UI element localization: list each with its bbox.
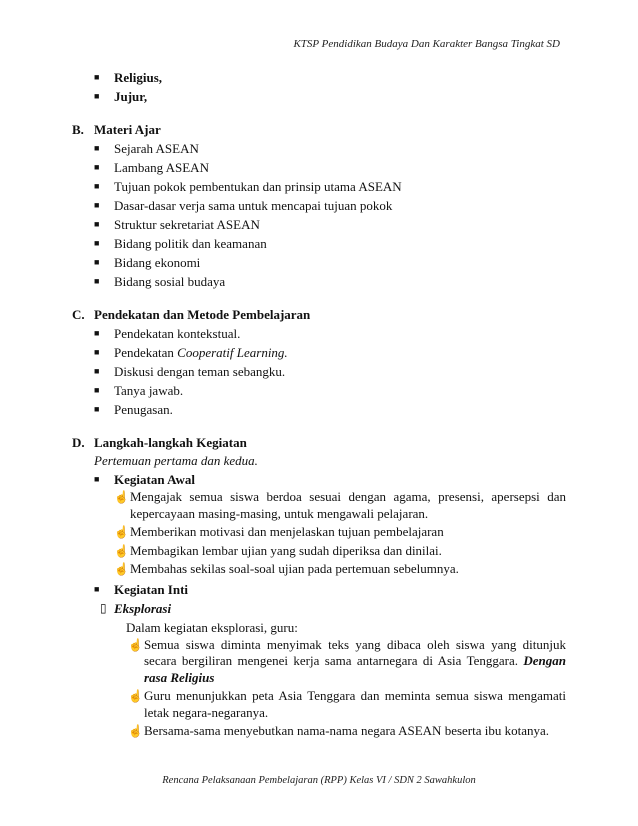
square-bullet-icon: ■	[94, 257, 100, 267]
square-bullet-icon: ■	[94, 181, 100, 191]
list-item: ■ Sejarah ASEAN	[94, 141, 199, 156]
square-bullet-icon: ■	[94, 404, 100, 414]
hand-pointer-icon: ☝	[128, 637, 143, 652]
square-bullet-icon: ■	[94, 200, 100, 210]
hand-pointer-icon: ☝	[114, 490, 129, 504]
list-item: ■ Jujur,	[94, 89, 148, 104]
square-bullet-icon: ■	[94, 385, 100, 395]
square-bullet-icon: ■	[94, 143, 100, 153]
list-item: ■ Tanya jawab.	[94, 383, 184, 398]
kegiatan-inti-group	[94, 580, 566, 599]
list-item: ■ Pendekatan Cooperatif Learning.	[94, 345, 288, 360]
hand-pointer-icon: ☝	[128, 724, 143, 738]
kegiatan-awal-list	[114, 489, 566, 578]
square-bullet-icon: ■	[94, 366, 100, 376]
list-item: ■ Bidang politik dan keamanan	[94, 236, 267, 251]
square-bullet-icon: ■	[94, 72, 100, 82]
list-item: ■ Bidang ekonomi	[94, 255, 201, 270]
section-heading: C. Pendekatan dan Metode Pembelajaran	[72, 307, 311, 322]
eksplorasi-heading: ▯ Eksplorasi	[100, 600, 172, 616]
pendekatan-section	[72, 305, 566, 419]
list-item: ■ Penugasan.	[94, 402, 173, 417]
square-bullet-icon: ■	[94, 219, 100, 229]
list-item: ■ Lambang ASEAN	[94, 160, 209, 175]
pendekatan-list	[94, 324, 566, 419]
meeting-note: Pertemuan pertama dan kedua.	[94, 453, 258, 468]
square-bullet-icon: ■	[94, 347, 100, 357]
hand-pointer-icon: ☝	[114, 525, 129, 539]
square-bullet-icon: ■	[94, 328, 100, 338]
page-footer: Rencana Pelaksanaan Pembelajaran (RPP) Kelas VI / SDN 2 Sawahkulon	[162, 775, 476, 786]
eksplorasi-intro: Dalam kegiatan eksplorasi, guru:	[126, 619, 298, 635]
document-body	[72, 68, 566, 754]
list-item: ☝ Guru menunjukkan peta Asia Tenggara dan meminta semua siswa mengamati letak negara-negaranya.	[128, 688, 566, 720]
list-item: ■ Struktur sekretariat ASEAN	[94, 217, 260, 232]
square-bullet-icon: ■	[94, 162, 100, 172]
materi-ajar-section	[72, 120, 566, 291]
list-item: ■ Tujuan pokok pembentukan dan prinsip utama ASEAN	[94, 179, 402, 194]
page-header: KTSP Pendidikan Budaya Dan Karakter Bangsa Tingkat SD	[293, 38, 560, 50]
list-item: ■ Kegiatan Inti	[94, 581, 189, 597]
materi-list	[94, 139, 566, 291]
square-bullet-icon: ■	[94, 276, 100, 286]
hand-pointer-icon: ☝	[128, 689, 143, 703]
values-list-section	[72, 68, 566, 106]
hand-pointer-icon: ☝	[114, 562, 129, 576]
list-item: ■ Dasar-dasar verja sama untuk mencapai tujuan pokok	[94, 198, 393, 213]
section-heading: B. Materi Ajar	[72, 122, 161, 137]
list-item: ☝ Membahas sekilas soal-soal ujian pada pertemuan sebelumnya.	[114, 561, 459, 576]
list-item: ☝ Bersama-sama menyebutkan nama-nama negara ASEAN beserta ibu kotanya.	[128, 723, 550, 738]
square-bullet-icon: ■	[94, 238, 100, 248]
kegiatan-awal-group	[94, 470, 566, 489]
list-item: ■ Religius,	[94, 70, 163, 85]
langkah-section	[72, 433, 566, 740]
list-item: ■ Pendekatan kontekstual.	[94, 326, 241, 341]
eksplorasi-list	[128, 637, 566, 740]
values-list	[94, 68, 566, 106]
list-item: ☝ Memberikan motivasi dan menjelaskan tujuan pembelajaran	[114, 524, 444, 539]
box-bullet-icon: ▯	[100, 600, 107, 615]
list-item: ■ Diskusi dengan teman sebangku.	[94, 364, 286, 379]
hand-pointer-icon: ☝	[114, 543, 129, 558]
square-bullet-icon: ■	[94, 583, 100, 594]
square-bullet-icon: ■	[94, 91, 100, 101]
list-item: ☝ Mengajak semua siswa berdoa sesuai dengan agama, presensi, apersepsi dan kepercayaan masing-masing, untuk mengawali pelajaran.	[114, 489, 566, 521]
list-item: ■ Bidang sosial budaya	[94, 274, 226, 289]
section-heading: D. Langkah-langkah Kegiatan	[72, 435, 247, 450]
list-item: ■ Kegiatan Awal	[94, 472, 196, 487]
square-bullet-icon: ■	[94, 474, 100, 484]
list-item: ☝ Semua siswa diminta menyimak teks yang dibaca oleh siswa yang ditunjuk secara bergiliran mengenei kerja sama antarnegara di Asia Tenggara. Dengan rasa Religius	[128, 636, 566, 685]
list-item: ☝ Membagikan lembar ujian yang sudah diperiksa dan dinilai.	[114, 542, 442, 558]
